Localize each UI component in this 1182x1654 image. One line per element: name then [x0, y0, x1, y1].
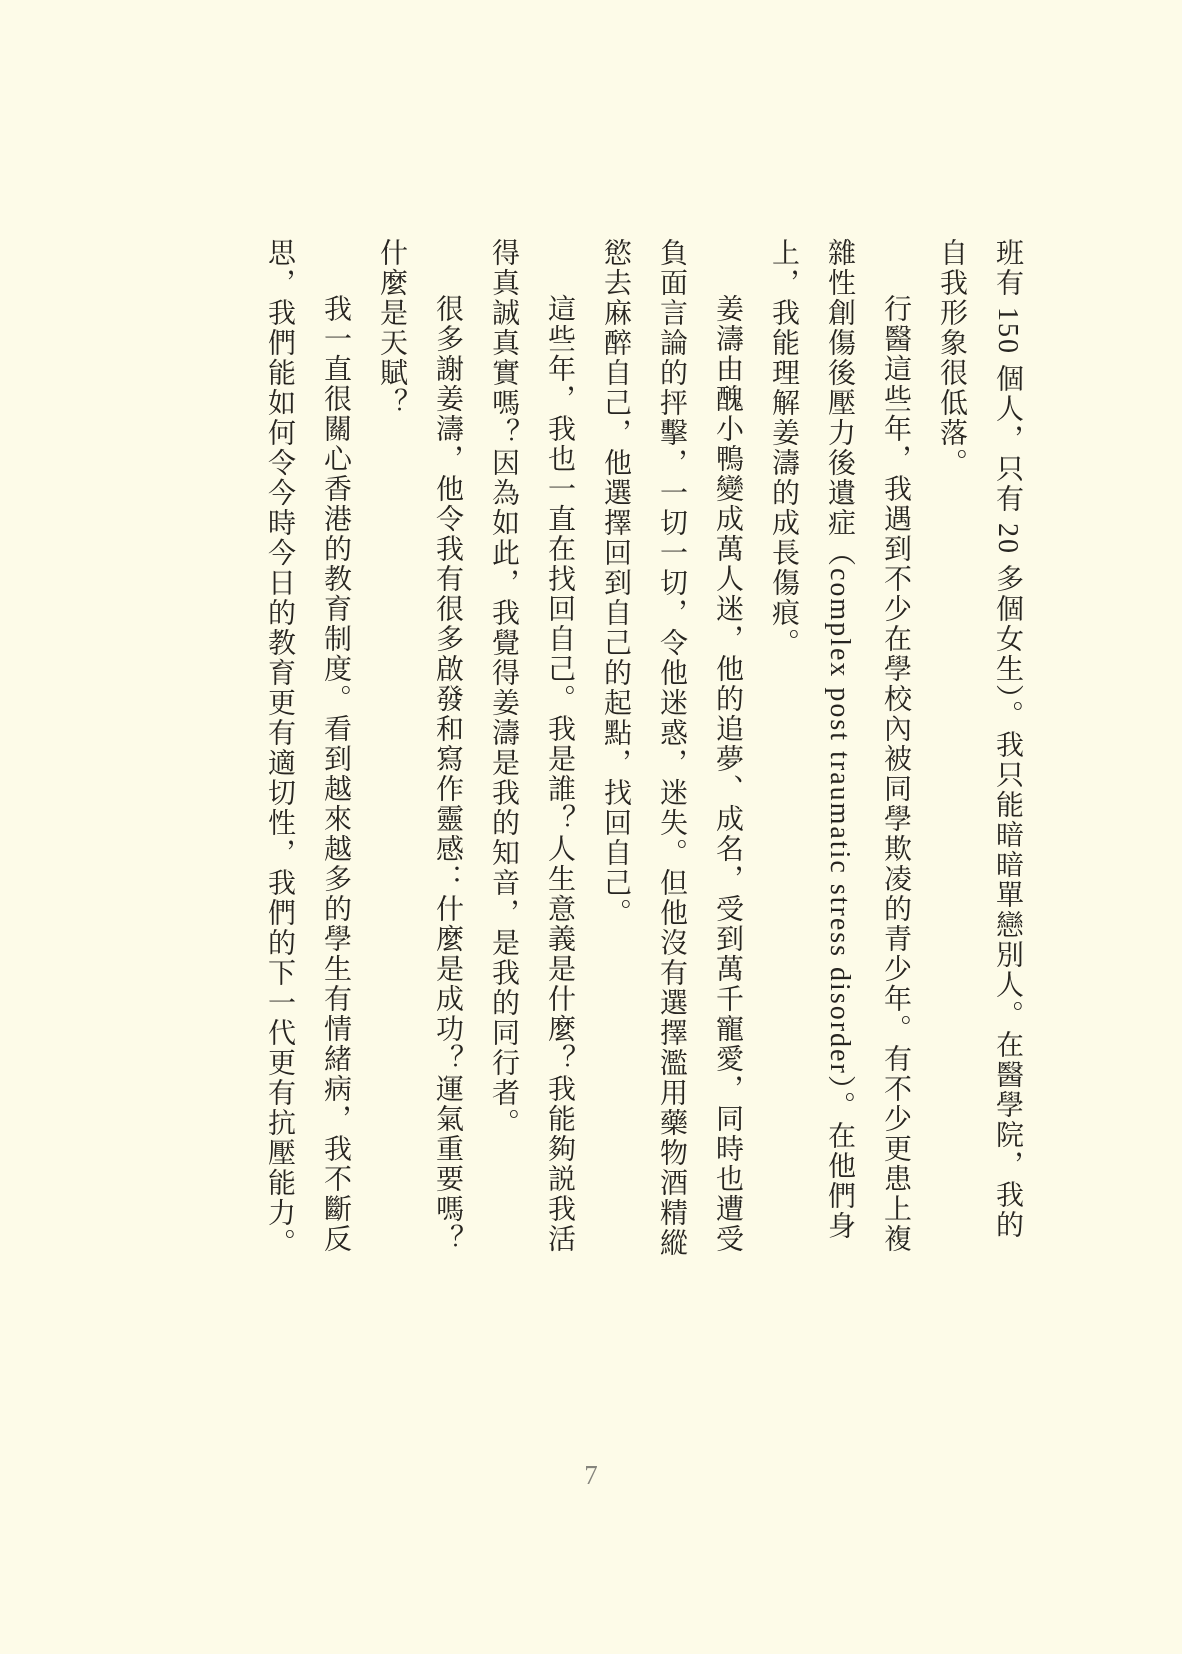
paragraph: 姜濤由醜小鴨變成萬人迷，他的追夢、成名，受到萬千寵愛，同時也遭受負面言論的抨擊，一切一切，令他迷惑，迷失。但他沒有選擇濫用藥物酒精縱慾去麻醉自己，他選擇回到自己的起點，找回自己。	[600, 238, 743, 1258]
page-number: 7	[584, 1460, 598, 1490]
vertical-text-block	[251, 238, 1035, 1264]
paragraph: 我一直很關心香港的教育制度。看到越來越多的學生有情緒病，我不斷反思，我們能如何令今時今日的教育更有適切性，我們的下一代更有抗壓能力。	[264, 238, 351, 1258]
paragraph: 這些年，我也一直在找回自己。我是誰？人生意義是什麼？我能夠説我活得真誠真實嗎？因為如此，我覺得姜濤是我的知音，是我的同行者。	[488, 238, 575, 1254]
paragraph: 很多謝姜濤，他令我有很多啟發和寫作靈感：什麼是成功？運氣重要嗎？什麼是天賦？	[376, 238, 463, 1254]
paragraph: 班有 150 個人，只有 20 多個女生）。我只能暗暗單戀別人。在醫學院，我的自我形象很低落。	[936, 238, 1023, 1240]
paragraph: 行醫這些年，我遇到不少在學校內被同學欺凌的青少年。有不少更患上複雜性創傷後壓力後遺症（complex post traumatic stress disorder）。在他們身上，我能理解姜濤的成長傷痕。	[768, 238, 911, 1254]
